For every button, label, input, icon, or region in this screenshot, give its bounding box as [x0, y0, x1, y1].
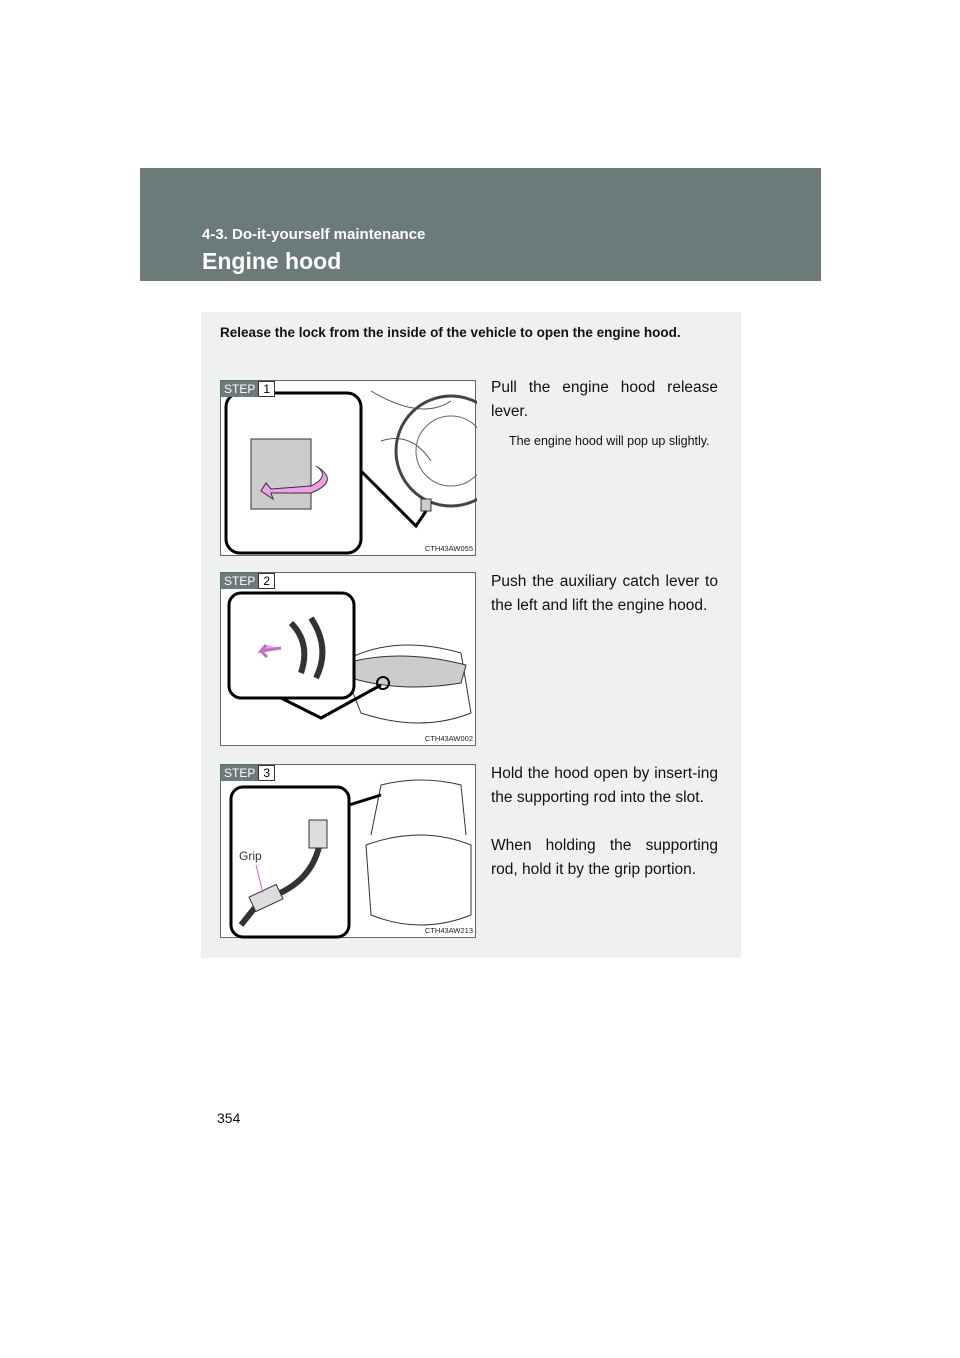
step-badge [221, 573, 275, 589]
figure-code: CTH43AW002 [424, 734, 473, 743]
step3-illustration [220, 764, 476, 938]
step-label: STEP [221, 573, 258, 589]
step2-text: Push the auxiliary catch lever to the left and lift the engine hood. [491, 573, 718, 614]
step-label: STEP [221, 765, 258, 781]
step-number: 3 [258, 765, 275, 781]
step3-text: Hold the hood open by insert-ing the supporting rod into the slot. [491, 765, 718, 806]
page-number: 354 [217, 1110, 241, 1126]
step1-text: Pull the engine hood release lever. [491, 379, 718, 420]
section-label: 4-3. Do-it-yourself maintenance [202, 226, 426, 243]
grip-label: Grip [239, 849, 262, 863]
step-number: 2 [258, 573, 275, 589]
intro-text: Release the lock from the inside of the vehicle to open the engine hood. [220, 325, 681, 340]
hood-release-lever-drawing [221, 381, 477, 557]
step1-note: The engine hood will pop up slightly. [509, 434, 710, 448]
figure-code: CTH43AW055 [424, 544, 473, 553]
step3-text-2: When holding the supporting rod, hold it by the grip portion. [491, 837, 718, 878]
step-label: STEP [221, 381, 258, 397]
page-title: Engine hood [202, 248, 342, 274]
auxiliary-catch-drawing [221, 573, 477, 747]
step2-illustration [220, 572, 476, 746]
step-badge [221, 765, 275, 781]
step-number: 1 [258, 381, 275, 397]
step-badge [221, 381, 275, 397]
figure-code: CTH43AW213 [424, 926, 473, 935]
step1-illustration [220, 380, 476, 556]
